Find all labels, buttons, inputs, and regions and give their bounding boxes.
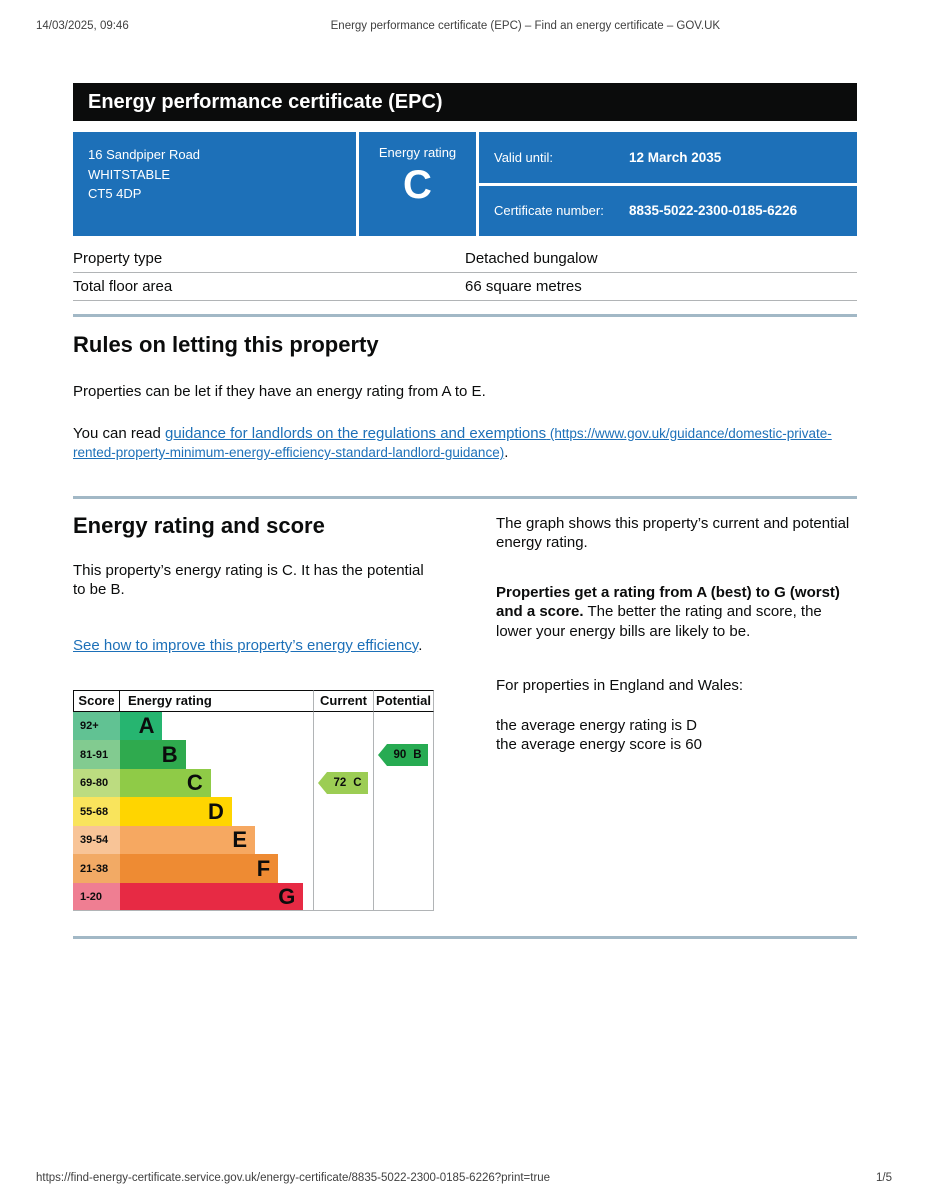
current-cell-d [313,797,373,826]
band-letter: A [138,713,155,738]
graph-note-2-rest: The better the rating and score, the lower your energy bills are likely to be. [496,603,822,640]
graph-note-3: For properties in England and Wales: [496,677,744,694]
section-divider [73,496,857,499]
current-cell-e [313,826,373,855]
floor-area-value: 66 square metres [465,278,582,295]
band-score-range-f: 21-38 [73,854,120,883]
averages-block [496,716,857,755]
band-letter: D [208,798,224,824]
print-date: 14/03/2025, 09:46 [36,20,129,32]
page-title-banner [73,83,857,121]
property-type-label: Property type [73,250,163,267]
current-cell-a [313,712,373,741]
band-bar-d [120,797,313,826]
guidance-prefix: You can read [73,424,166,442]
certificate-number-value: 8835-5022-2300-0185-6226 [629,203,798,219]
potential-cell-a [373,712,434,741]
band-bar-e [120,826,313,855]
address-line-3: CT5 4DP [88,186,142,201]
page-title: Energy performance certificate (EPC) [88,91,443,113]
average-score-line: the average energy score is 60 [496,736,702,753]
band-bar-c [120,769,313,798]
band-letter: F [256,855,271,881]
rating-heading: Energy rating and score [73,512,325,538]
rating-left-column [73,513,434,912]
floor-area-label: Total floor area [73,278,173,295]
print-footer [36,1172,892,1184]
potential-cell-e [373,826,434,855]
valid-until-label: Valid until: [494,149,554,165]
band-letter: C [186,770,203,795]
graph-note-1: The graph shows this property’s current and potential energy rating. [496,514,850,551]
graph-note-2 [496,583,857,642]
improve-suffix: . [418,636,423,654]
band-score-range-e: 39-54 [73,826,120,855]
page-indicator: 1/5 [876,1172,892,1184]
section-divider [73,314,857,317]
landlord-guidance-link[interactable] [73,425,832,462]
chart-header-score: Score [73,690,120,712]
energy-rating-label: Energy rating [378,145,457,160]
energy-rating-value: C [403,163,432,207]
current-score: 72 [333,777,347,789]
average-rating-line: the average energy rating is D [496,716,697,734]
potential-cell-f [373,854,434,883]
band-bar-fill [120,826,255,855]
band-bar-f [120,854,313,883]
current-cell-b [313,740,373,769]
guidance-suffix: . [504,444,509,461]
band-bar-fill [120,854,278,883]
band-bar-g [120,883,313,912]
guidance-paragraph [73,424,857,463]
landlord-guidance-link-text: guidance for landlords on the regulations and exemptions [165,424,547,442]
potential-band: B [413,748,422,761]
band-bar-fill [120,769,211,798]
potential-cell-c [373,769,434,798]
improve-efficiency-link[interactable]: See how to improve this property’s energy efficiency [73,636,419,654]
chart-header-current: Current [313,690,373,712]
certificate-content [73,83,857,939]
valid-until-value: 12 March 2035 [629,149,722,165]
potential-cell-g [373,883,434,912]
address-line-2: WHITSTABLE [88,166,171,182]
band-score-range-b: 81-91 [73,740,120,769]
address-line-1: 16 Sandpiper Road [88,147,201,162]
band-letter: E [232,827,248,852]
potential-rating-arrow [387,744,428,766]
epc-rating-chart [73,690,434,912]
current-cell-g [313,883,373,912]
rating-summary: This property’s energy rating is C. It has the potential to be B. [73,561,424,598]
table-row [73,273,857,301]
band-bar-fill [120,883,303,911]
rating-section [73,513,857,912]
valid-until-row [479,132,857,183]
footer-url: https://find-energy-certificate.service.gov.uk/energy-certificate/8835-5022-2300-0185-6226?print=true [36,1172,551,1184]
band-score-range-g: 1-20 [73,883,120,912]
band-score-range-a: 92+ [73,712,120,741]
band-bar-fill [120,740,186,769]
band-score-range-c: 69-80 [73,769,120,798]
current-rating-arrow [327,772,368,794]
potential-cell-d [373,797,434,826]
band-score-range-d: 55-68 [73,797,120,826]
current-cell-c [313,769,373,798]
band-letter: B [161,741,178,767]
band-bar-fill [120,712,162,741]
current-band: C [353,777,362,789]
property-type-value: Detached bungalow [465,250,598,267]
potential-score: 90 [393,748,407,761]
band-bar-fill [120,797,232,826]
current-cell-f [313,854,373,883]
band-letter: G [278,883,296,909]
section-divider [73,936,857,939]
band-bar-a [120,712,313,741]
certificate-number-row [479,186,857,237]
table-row [73,245,857,273]
chart-header-energy-rating: Energy rating [120,690,313,712]
graph-note-2-bold: Properties get a rating from A (best) to G (worst) and a score. [496,583,840,620]
certificate-summary-box [73,132,857,236]
landlord-guidance-link-url: (https://www.gov.uk/guidance/domestic-private-rented-property-minimum-energy-efficiency-standard-landlord-guidance) [73,425,832,460]
rules-paragraph: Properties can be let if they have an energy rating from A to E. [73,383,486,400]
rules-heading: Rules on letting this property [73,332,379,357]
property-facts-table [73,245,857,301]
improve-paragraph [73,636,434,656]
potential-cell-b [373,740,434,769]
property-address [73,132,356,236]
energy-rating-cell [359,132,476,236]
chart-header-potential: Potential [373,690,434,712]
certificate-details [479,132,857,236]
band-bar-b [120,740,313,769]
certificate-number-label: Certificate number: [494,203,604,219]
document-title: Energy performance certificate (EPC) – Find an energy certificate – GOV.UK [330,20,721,32]
print-header [36,20,892,32]
rating-right-column [496,513,857,912]
